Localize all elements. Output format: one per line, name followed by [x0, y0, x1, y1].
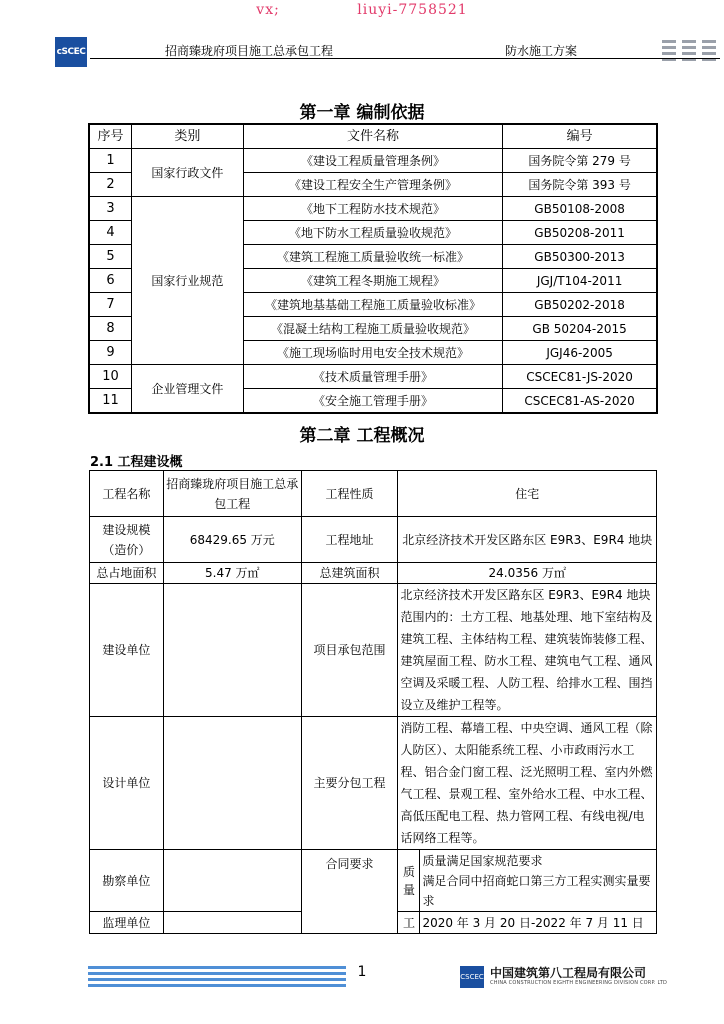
watermark-right: liuyi-7758521 [357, 2, 468, 18]
table-row [90, 197, 657, 221]
row-category: 企业管理文件 [131, 365, 243, 413]
label-surveyor: 勘察单位 [90, 850, 164, 912]
basis-table-header [90, 125, 657, 149]
table-row [90, 365, 657, 389]
value-designer [163, 717, 301, 850]
row-doc-code: JGJ46-2005 [503, 341, 657, 365]
row-doc-name: 《混凝土结构工程施工质量验收规范》 [243, 317, 502, 341]
row-no: 11 [90, 389, 132, 413]
value-owner [163, 584, 301, 717]
footer-logo: CSCEC [460, 966, 484, 988]
row-doc-code: CSCEC81-AS-2020 [503, 389, 657, 413]
row-doc-name: 《建筑地基基础工程施工质量验收标准》 [243, 293, 502, 317]
row-category: 国家行政文件 [131, 149, 243, 197]
row-no: 4 [90, 221, 132, 245]
label-building-area: 总建筑面积 [301, 563, 398, 584]
row-doc-code: GB50300-2013 [503, 245, 657, 269]
value-project-nature: 住宅 [398, 471, 657, 517]
label-supervisor: 监理单位 [90, 912, 164, 934]
row-doc-code: GB50202-2018 [503, 293, 657, 317]
label-contract: 合同要求 [301, 850, 398, 934]
header-rule [90, 58, 720, 59]
row-no: 6 [90, 269, 132, 293]
value-project-name: 招商臻珑府项目施工总承包工程 [163, 471, 301, 517]
header-doc-title: 防水施工方案 [505, 44, 578, 58]
table-row [90, 717, 657, 850]
value-schedule: 2020 年 3 月 20 日-2022 年 7 月 11 日 [420, 912, 657, 934]
col-header-name: 文件名称 [243, 125, 502, 149]
col-header-no: 序号 [90, 125, 132, 149]
row-no: 8 [90, 317, 132, 341]
value-supervisor [163, 912, 301, 934]
header-decoration-icon [660, 38, 722, 64]
section-title: 2.1 工程建设概 [90, 455, 183, 470]
value-scope: 北京经济技术开发区路东区 E9R3、E9R4 地块范围内的：土方工程、地基处理、地下室结构及建筑工程、主体结构工程、建筑装饰装修工程、建筑屋面工程、防水工程、建筑电气工程、通风空调及采暖工程、人防工程、给排水工程、围挡设立及维护工程等。 [398, 584, 657, 717]
row-doc-code: 国务院令第 279 号 [503, 149, 657, 173]
footer-company-en: CHINA CONSTRUCTION EIGHTH ENGINEERING DIVISION CORP. LTD [490, 980, 668, 986]
label-project-nature: 工程性质 [301, 471, 398, 517]
header-project-title: 招商臻珑府项目施工总承包工程 [165, 44, 334, 58]
watermark [0, 2, 724, 18]
row-no: 5 [90, 245, 132, 269]
basis-table [89, 124, 657, 413]
label-subcontract: 主要分包工程 [301, 717, 398, 850]
label-owner: 建设单位 [90, 584, 164, 717]
row-doc-name: 《施工现场临时用电安全技术规范》 [243, 341, 502, 365]
row-doc-code: CSCEC81-JS-2020 [503, 365, 657, 389]
value-address: 北京经济技术开发区路东区 E9R3、E9R4 地块 [398, 517, 657, 563]
label-land-area: 总占地面积 [90, 563, 164, 584]
row-doc-code: GB50208-2011 [503, 221, 657, 245]
row-no: 7 [90, 293, 132, 317]
row-doc-name: 《技术质量管理手册》 [243, 365, 502, 389]
row-doc-code: GB 50204-2015 [503, 317, 657, 341]
value-scale: 68429.65 万元 [163, 517, 301, 563]
chapter1-title: 第一章 编制依据 [299, 103, 425, 123]
row-doc-code: GB50108-2008 [503, 197, 657, 221]
chapter2-title: 第二章 工程概况 [299, 426, 425, 446]
overview-table [89, 470, 657, 934]
value-subcontract: 消防工程、幕墙工程、中央空调、通风工程（除人防区）、太阳能系统工程、小市政雨污水工程、铝合金门窗工程、泛光照明工程、室内外燃气工程、景观工程、室外给水工程、中水工程、高低压配电工程、热力管网工程、有线电视/电话网络工程等。 [398, 717, 657, 850]
row-no: 2 [90, 173, 132, 197]
label-quality: 质量 [398, 850, 420, 912]
value-land-area: 5.47 万㎡ [163, 563, 301, 584]
value-building-area: 24.0356 万㎡ [398, 563, 657, 584]
row-no: 10 [90, 365, 132, 389]
label-designer: 设计单位 [90, 717, 164, 850]
row-no: 9 [90, 341, 132, 365]
table-row [90, 563, 657, 584]
value-quality: 质量满足国家规范要求 满足合同中招商蛇口第三方工程实测实量要求 [420, 850, 657, 912]
label-scale: 建设规模（造价） [90, 517, 164, 563]
footer-company-name: 中国建筑第八工程局有限公司 [490, 966, 647, 980]
table-row [90, 517, 657, 563]
label-schedule: 工 [398, 912, 420, 934]
company-logo: cSCEC [55, 37, 87, 67]
value-surveyor [163, 850, 301, 912]
table-row [90, 850, 657, 912]
row-doc-name: 《地下工程防水技术规范》 [243, 197, 502, 221]
row-no: 3 [90, 197, 132, 221]
row-no: 1 [90, 149, 132, 173]
row-doc-name: 《安全施工管理手册》 [243, 389, 502, 413]
row-doc-code: JGJ/T104-2011 [503, 269, 657, 293]
row-doc-name: 《建设工程质量管理条例》 [243, 149, 502, 173]
watermark-left: vx; [256, 2, 280, 18]
row-doc-code: 国务院令第 393 号 [503, 173, 657, 197]
label-project-name: 工程名称 [90, 471, 164, 517]
row-category: 国家行业规范 [131, 197, 243, 365]
row-doc-name: 《建筑工程冬期施工规程》 [243, 269, 502, 293]
table-row [90, 584, 657, 717]
table-row [90, 149, 657, 173]
col-header-category: 类别 [131, 125, 243, 149]
col-header-code: 编号 [503, 125, 657, 149]
row-doc-name: 《建设工程安全生产管理条例》 [243, 173, 502, 197]
label-address: 工程地址 [301, 517, 398, 563]
table-row [90, 471, 657, 517]
row-doc-name: 《地下防水工程质量验收规范》 [243, 221, 502, 245]
label-scope: 项目承包范围 [301, 584, 398, 717]
page-number: 1 [357, 964, 367, 980]
row-doc-name: 《建筑工程施工质量验收统一标准》 [243, 245, 502, 269]
